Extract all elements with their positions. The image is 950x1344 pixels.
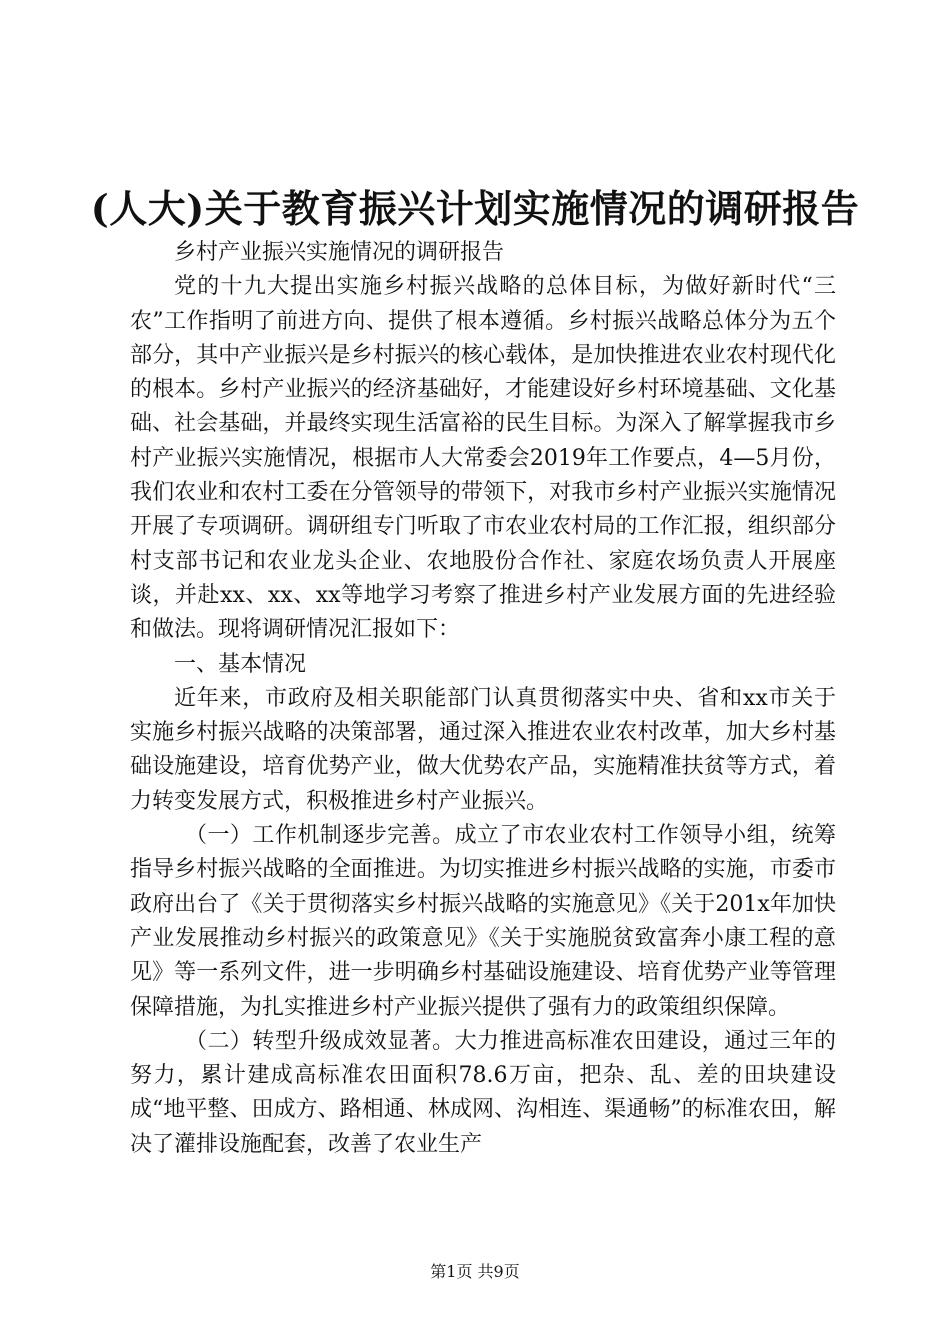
paragraph-mechanism: （一）工作机制逐步完善。成立了市农业农村工作领导小组，统筹指导乡村振兴战略的全面推进。为切实推进乡村振兴战略的实施，市委市政府出台了《关于贯彻落实乡村振兴战略的实施意见》《关于201x年加快产业发展推动乡村振兴的政策意见》《关于实施脱贫致富奔小康工程的意见》等一系列文件，进一步明确乡村基础设施建设、培育优势产业等管理保障措施，为扎实推进乡村产业振兴提供了强有力的政策组织保障。 — [130, 823, 836, 1020]
paragraph-intro: 党的十九大提出实施乡村振兴战略的总体目标，为做好新时代“三农”工作指明了前进方向、提供了根本遵循。乡村振兴战略总体分为五个部分，其中产业振兴是乡村振兴的核心载体，是加快推进农业农村现代化的根本。乡村产业振兴的经济基础好，才能建设好乡村环境基础、文化基础、社会基础，并最终实现生活富裕的民生目标。为深入了解掌握我市乡村产业振兴实施情况，根据市人大常委会2019年工作要点，4—5月份，我们农业和农村工委在分管领导的带领下，对我市乡村产业振兴实施情况开展了专项调研。调研组专门听取了市农业农村局的工作汇报，组织部分村支部书记和农业龙头企业、农地股份合作社、家庭农场负责人开展座谈，并赴xx、xx、xx等地学习考察了推进乡村产业发展方面的先进经验和做法。现将调研情况汇报如下： — [130, 274, 836, 643]
document-title: (人大)关于教育振兴计划实施情况的调研报告 — [90, 186, 860, 231]
page-number-footer: 第1页 共9页 — [430, 1262, 520, 1281]
paragraph-overview: 近年来，市政府及相关职能部门认真贯彻落实中央、省和xx市关于实施乡村振兴战略的决策部署，通过深入推进农业农村改革，加大乡村基础设施建设，培育优势产业，做大优势农产品，实施精准扶贫等方式，着力转变发展方式，积极推进乡村产业振兴。 — [130, 685, 836, 814]
report-subtitle: 乡村产业振兴实施情况的调研报告 — [174, 240, 505, 265]
paragraph-transformation: （二）转型升级成效显著。大力推进高标准农田建设，通过三年的努力，累计建成高标准农田面积78.6万亩，把杂、乱、差的田块建设成“地平整、田成方、路相通、林成网、沟相连、渠通畅”的标准农田，解决了灌排设施配套，改善了农业生产 — [130, 1028, 836, 1157]
section-heading-basic-situation: 一、基本情况 — [174, 651, 307, 677]
document-body — [130, 236, 836, 1162]
